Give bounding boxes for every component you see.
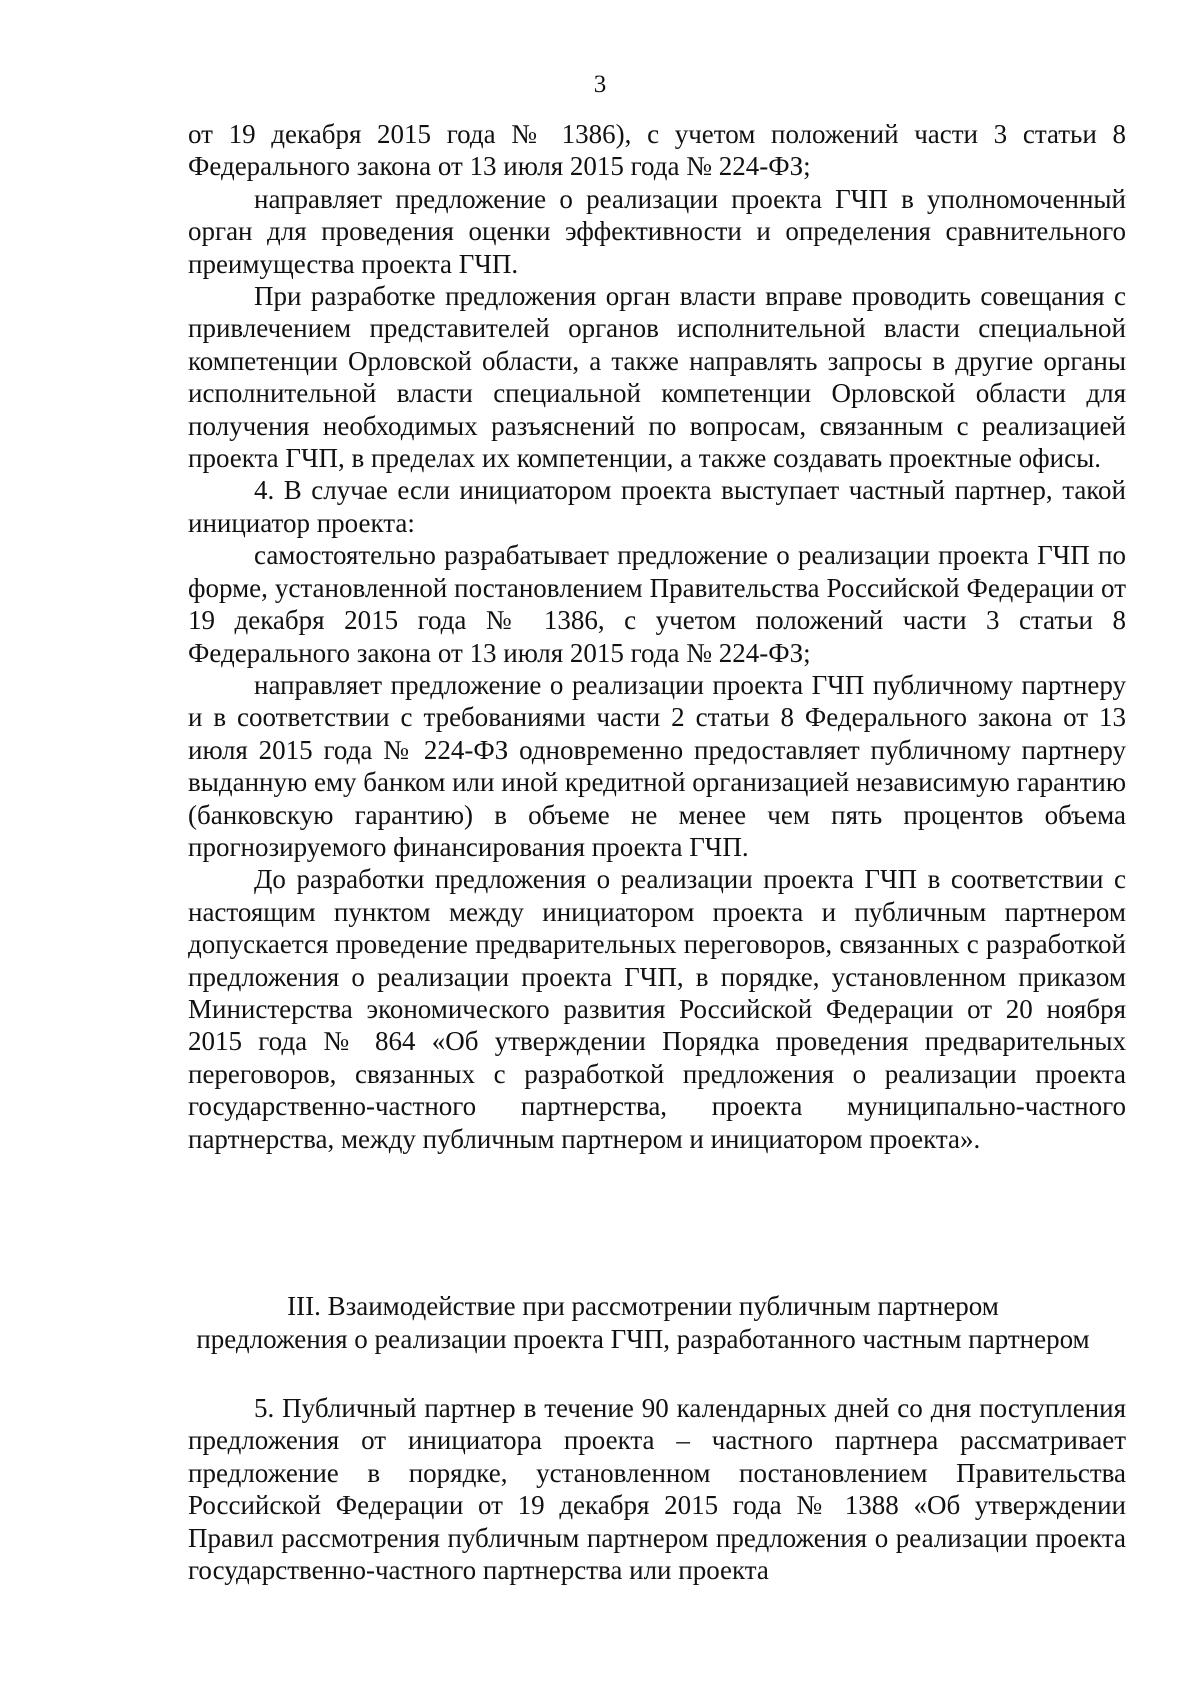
paragraph-develops-proposal: самостоятельно разрабатывает предложение о реализации проекта ГЧП по форме, установленной постановлением Правительства Российской Федерации от 19 декабря 2015 года № 1386, с учетом положений части 3 статьи 8 Федерального закона от 13 июля 2015 года № 224-ФЗ; [188, 540, 1126, 668]
paragraph-continuation: от 19 декабря 2015 года № 1386), с учетом положений части 3 статьи 8 Федерального закона от 13 июля 2015 года № 224-ФЗ; [188, 119, 1126, 182]
section-heading-line-2: предложения о реализации проекта ГЧП, разработанного частным партнером [196, 1324, 1090, 1354]
paragraph-meetings: При разработке предложения орган власти вправе проводить совещания с привлечением представителей органов исполнительной власти специальной компетенции Орловской области, а также направлять запросы в другие органы исполнительной власти специальной компетенции Орловской области для получения необходимых разъяснений по вопросам, связанным с реализацией проекта ГЧП, в пределах их компетенции, а также создавать проектные офисы. [188, 281, 1126, 474]
paragraph-send-proposal: направляет предложение о реализации проекта ГЧП в уполномоченный орган для проведения оценки эффективности и определения сравнительного преимущества проекта ГЧП. [188, 183, 1126, 279]
text-body-top [188, 118, 1126, 1155]
page-number: 3 [593, 71, 607, 98]
paragraph-item-4: 4. В случае если инициатором проекта выступает частный партнер, такой инициатор проекта: [188, 475, 1126, 538]
section-heading [160, 1290, 1126, 1356]
paragraph-preliminary-negotiations: До разработки предложения о реализации проекта ГЧП в соответствии с настоящим пунктом между инициатором проекта и публичным партнером допускается проведение предварительных переговоров, связанных с разработкой предложения о реализации проекта ГЧП, в порядке, установленном приказом Министерства экономического развития Российской Федерации от 20 ноября 2015 года № 864 «Об утверждении Порядка проведения предварительных переговоров, связанных с разработкой предложения о реализации проекта государственно-частного партнерства, проекта муниципально-частного партнерства, между публичным партнером и инициатором проекта». [188, 864, 1126, 1154]
paragraph-bank-guarantee: направляет предложение о реализации проекта ГЧП публичному партнеру и в соответствии с требованиями части 2 статьи 8 Федерального закона от 13 июля 2015 года № 224-ФЗ одновременно предоставляет публичному партнеру выданную ему банком или иной кредитной организацией независимую гарантию (банковскую гарантию) в объеме не менее чем пять процентов объема прогнозируемого финансирования проекта ГЧП. [188, 669, 1126, 862]
section-heading-line-1: III. Взаимодействие при рассмотрении публичным партнером [287, 1291, 999, 1321]
paragraph-item-5: 5. Публичный партнер в течение 90 календарных дней со дня поступления предложения от инициатора проекта – частного партнера рассматривает предложение в порядке, установленном постановлением Правительства Российской Федерации от 19 декабря 2015 года № 1388 «Об утверждении Правил рассмотрения публичным партнером предложения о реализации проекта государственно-частного партнерства или проекта [188, 1393, 1126, 1586]
text-body-bottom [188, 1392, 1126, 1586]
